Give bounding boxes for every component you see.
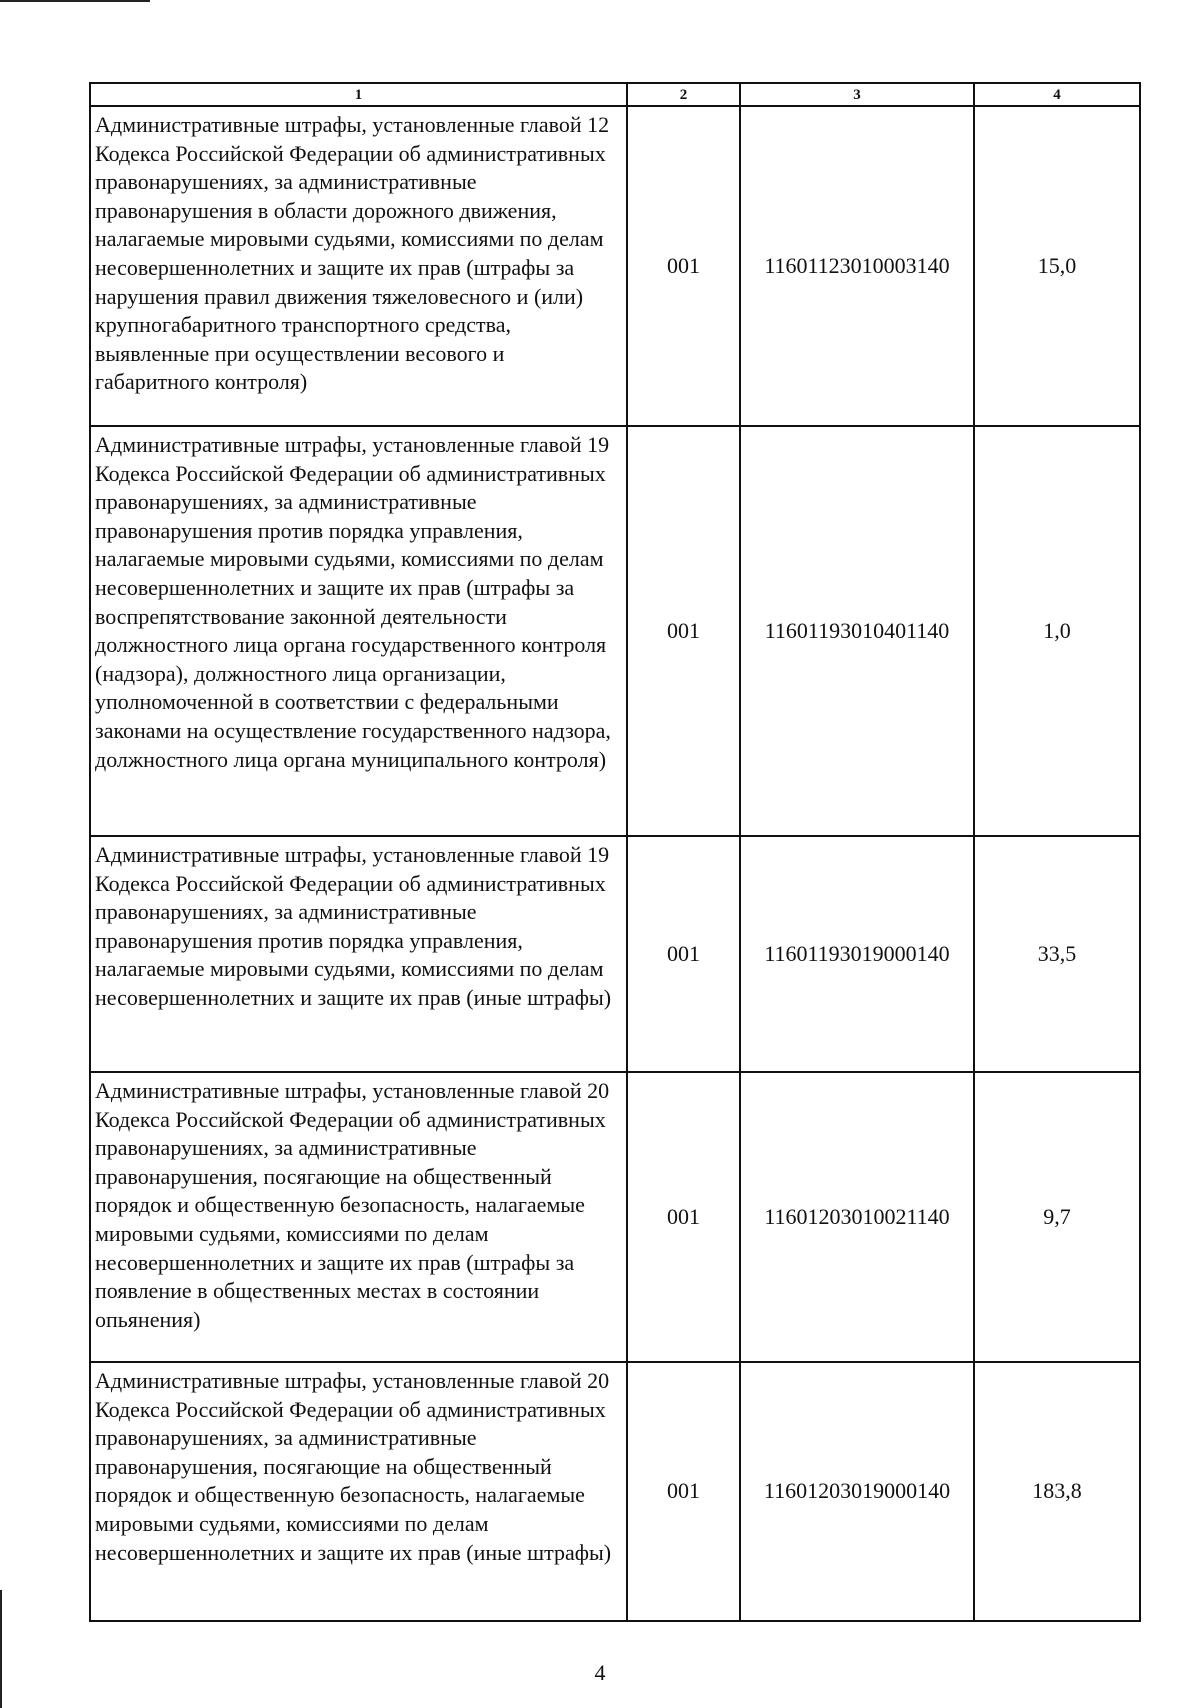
row-admin-code: 001 xyxy=(627,836,740,1072)
row-amount: 33,5 xyxy=(974,836,1140,1072)
column-header-4: 4 xyxy=(974,83,1140,106)
header-row xyxy=(90,83,1140,106)
row-description: Административные штрафы, установленные главой 12 Кодекса Российской Федерации об административных правонарушениях, за административные правонарушения в области дорожного движения, налагаемые мировыми судьями, комиссиями по делам несовершеннолетних и защите их прав (штрафы за нарушения правил движения тяжеловесного и (или) крупногабаритного транспортного средства, выявленные при осуществлении весового и габаритного контроля) xyxy=(90,106,627,426)
row-description: Административные штрафы, установленные главой 19 Кодекса Российской Федерации об административных правонарушениях, за административные правонарушения против порядка управления, налагаемые мировыми судьями, комиссиями по делам несовершеннолетних и защите их прав (штрафы за воспрепятствование законной деятельности должностного лица органа государственного контроля (надзора), должностного лица организации, уполномоченной в соответствии с федеральными законами на осуществление государственного надзора, должностного лица органа муниципального контроля) xyxy=(90,426,627,836)
row-amount: 183,8 xyxy=(974,1362,1140,1621)
row-admin-code: 001 xyxy=(627,1072,740,1362)
page-number: 4 xyxy=(594,1660,606,1685)
row-amount: 15,0 xyxy=(974,106,1140,426)
row-description: Административные штрафы, установленные главой 20 Кодекса Российской Федерации об административных правонарушениях, за административные правонарушения, посягающие на общественный порядок и общественную безопасность, налагаемые мировыми судьями, комиссиями по делам несовершеннолетних и защите их прав (иные штрафы) xyxy=(90,1362,627,1621)
row-description: Административные штрафы, установленные главой 20 Кодекса Российской Федерации об административных правонарушениях, за административные правонарушения, посягающие на общественный порядок и общественную безопасность, налагаемые мировыми судьями, комиссиями по делам несовершеннолетних и защите их прав (штрафы за появление в общественных местах в состоянии опьянения) xyxy=(90,1072,627,1362)
table-row xyxy=(90,1072,1140,1362)
table-row xyxy=(90,1362,1140,1621)
row-kbk-code: 11601193010401140 xyxy=(740,426,974,836)
column-header-1: 1 xyxy=(90,83,627,106)
row-kbk-code: 11601203019000140 xyxy=(740,1362,974,1621)
row-kbk-code: 11601123010003140 xyxy=(740,106,974,426)
row-admin-code: 001 xyxy=(627,106,740,426)
revenue-table xyxy=(89,82,1141,1622)
table-row xyxy=(90,106,1140,426)
table-row xyxy=(90,426,1140,836)
scan-edge-mark xyxy=(0,1590,2,1708)
column-header-3: 3 xyxy=(740,83,974,106)
table-row xyxy=(90,836,1140,1072)
row-amount: 9,7 xyxy=(974,1072,1140,1362)
row-kbk-code: 11601203010021140 xyxy=(740,1072,974,1362)
row-kbk-code: 11601193019000140 xyxy=(740,836,974,1072)
row-admin-code: 001 xyxy=(627,1362,740,1621)
row-admin-code: 001 xyxy=(627,426,740,836)
row-amount: 1,0 xyxy=(974,426,1140,836)
row-description: Административные штрафы, установленные главой 19 Кодекса Российской Федерации об административных правонарушениях, за административные правонарушения против порядка управления, налагаемые мировыми судьями, комиссиями по делам несовершеннолетних и защите их прав (иные штрафы) xyxy=(90,836,627,1072)
column-header-2: 2 xyxy=(627,83,740,106)
scan-edge-mark xyxy=(0,0,150,2)
